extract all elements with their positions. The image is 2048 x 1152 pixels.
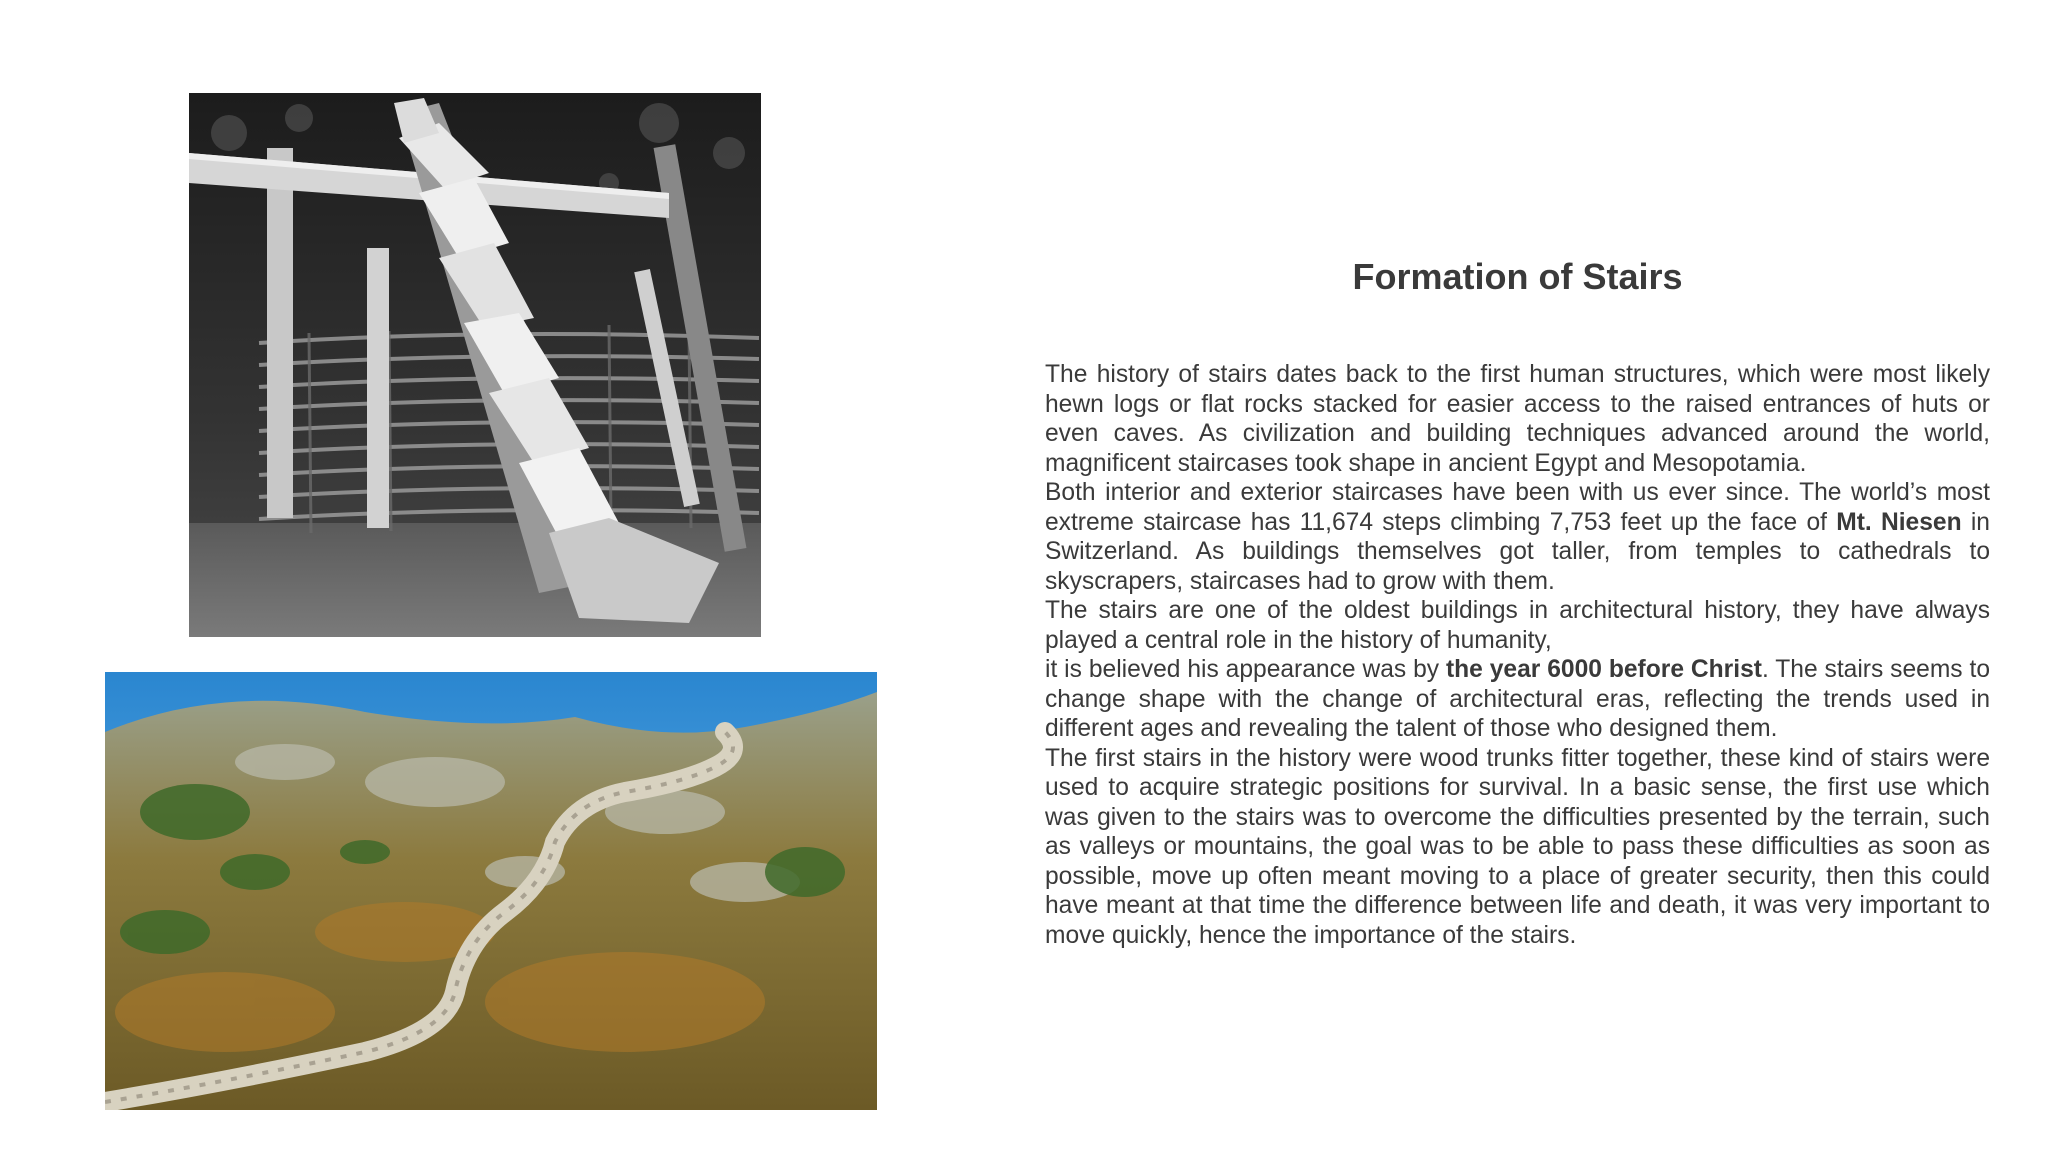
mountain-path-illustration [105, 672, 877, 1110]
paragraph-2-part-b: in Switzerland. As buildings themselves got taller, from temples to cathedrals to skyscrapers, staircases had to grow with them. [1045, 508, 1990, 595]
paragraph-5: The first stairs in the history were wood trunks fitter together, these kind of stairs were used to acquire strategic positions for survival. In a basic sense, the first use which was given to the stairs was to overcome the difficulties presented by the terrain, such as valleys or mountains, the goal was to be able to pass these difficulties as soon as possible, move up often meant moving to a place of greater security, then this could have meant at that time the difference between life and death, it was very important to move quickly, hence the importance of the stairs. [1045, 744, 1990, 949]
log-ladder-illustration [189, 93, 761, 637]
paragraph-3: The stairs are one of the oldest buildings in architectural history, they have always played a central role in the history of humanity, [1045, 597, 1990, 654]
text-column [1045, 255, 1990, 950]
paragraph-2-part-a: Both interior and exterior staircases have been with us ever since. The world’s most extreme staircase has 11,674 steps climbing 7,753 feet up the face of [1045, 479, 1990, 536]
year-6000-bold: the year 6000 before Christ [1445, 656, 1762, 684]
log-ladder-photo [189, 93, 761, 637]
mountain-stair-path-photo [105, 672, 877, 1110]
mt-niesen-bold: Mt. Niesen [1836, 508, 1962, 536]
paragraph-4-part-b: . The stairs seems to change shape with the change of architectural eras, reflecting the trends used in different ages and revealing the talent of those who designed them. [1045, 656, 1991, 743]
body-text [1045, 360, 1990, 950]
slide-title: Formation of Stairs [1352, 256, 1683, 297]
paragraph-4-part-a: it is believed his appearance was by [1045, 656, 1446, 684]
paragraph-1: The history of stairs dates back to the first human structures, which were most likely hewn logs or flat rocks stacked for easier access to the raised entrances of huts or even caves. As civilization and building techniques advanced around the world, magnificent staircases took shape in ancient Egypt and Mesopotamia. [1045, 361, 1990, 477]
paragraph-4 [1045, 655, 1990, 744]
paragraph-2 [1045, 478, 1990, 596]
